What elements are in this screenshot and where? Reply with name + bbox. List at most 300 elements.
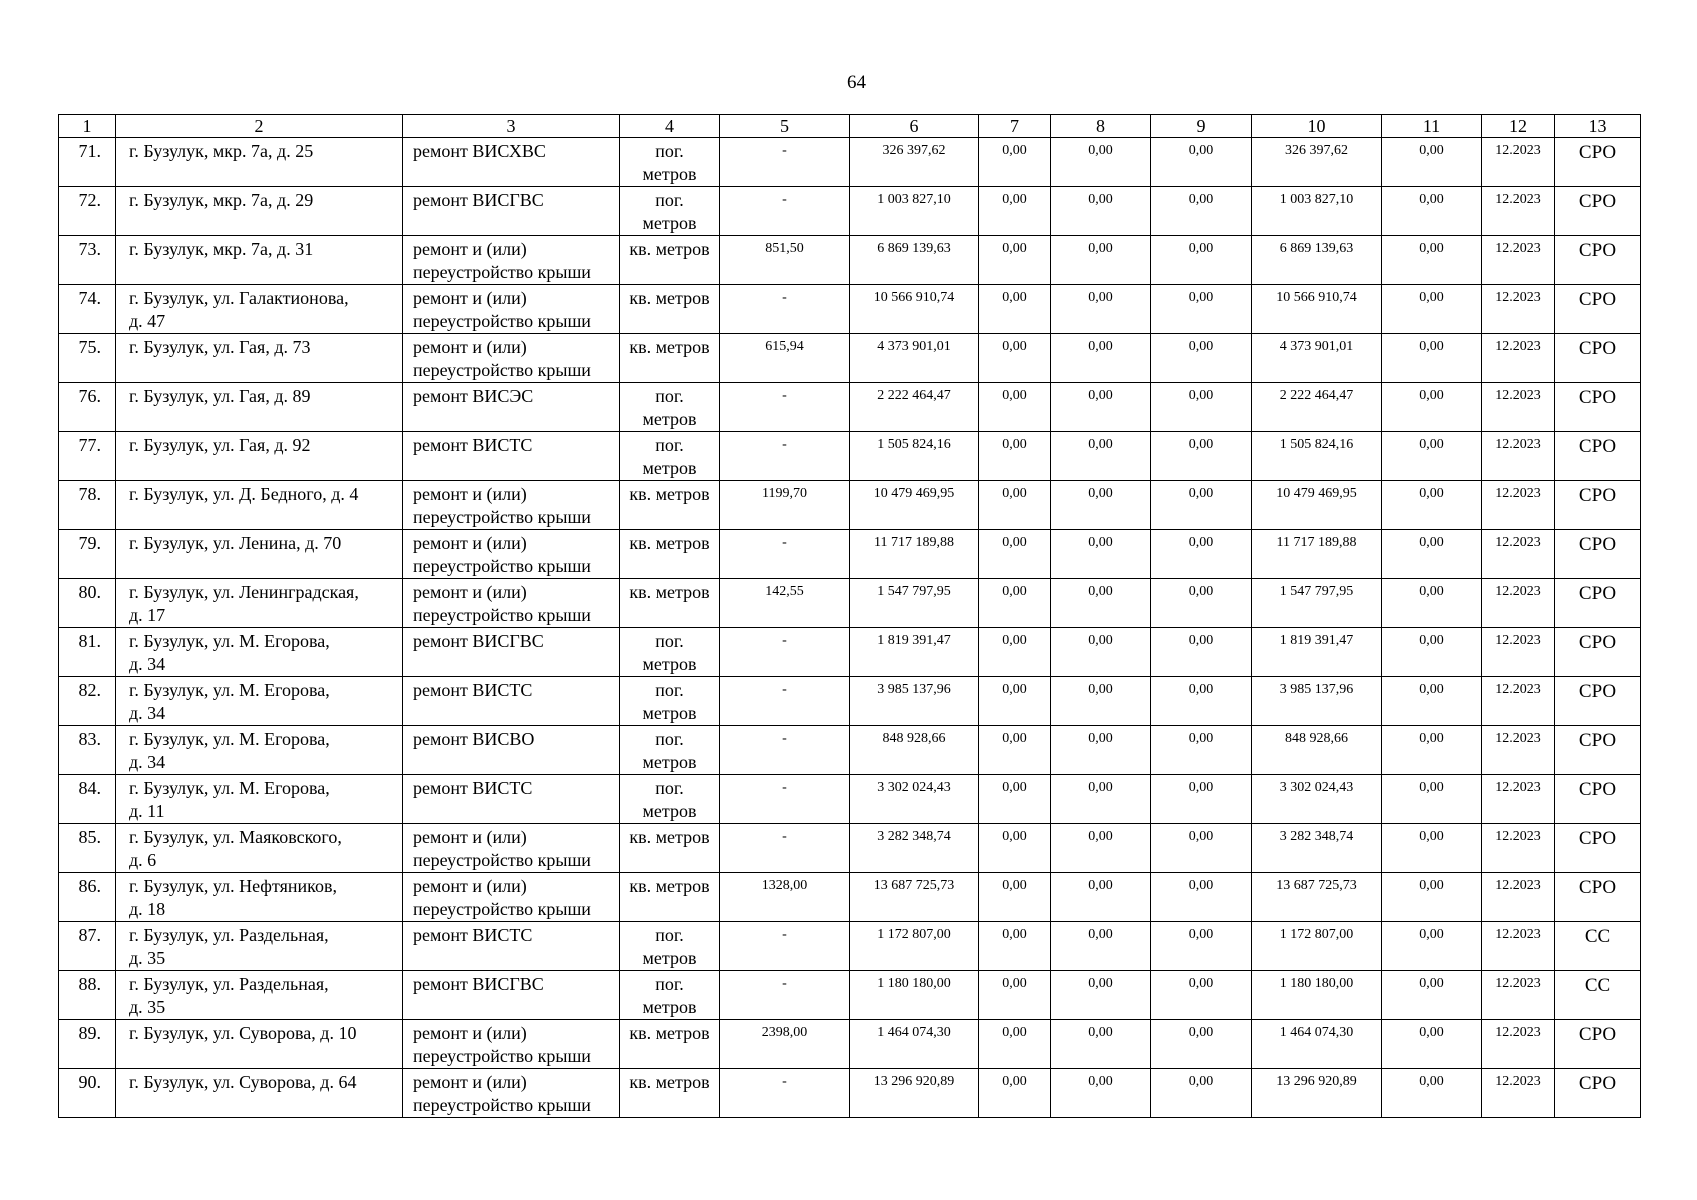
work-type-cell — [403, 285, 620, 334]
method-text: СРО — [1578, 681, 1617, 702]
row-number-text: 89. — [78, 1023, 101, 1043]
fund-other-cell — [1382, 824, 1482, 873]
total-cost-text: 11 717 189,88 — [874, 535, 954, 550]
fund-federal-cell — [979, 432, 1051, 481]
completion-date-cell — [1482, 432, 1555, 481]
total-cost-cell — [850, 334, 979, 383]
total-cost-text: 1 464 074,30 — [877, 1025, 951, 1040]
fund-owners-text: 3 985 137,96 — [1279, 682, 1354, 697]
unit-text: пог. метров — [642, 680, 697, 723]
address-cell — [116, 628, 403, 677]
table-row — [59, 579, 1641, 628]
fund-regional-text: 0,00 — [1088, 143, 1113, 158]
unit-cell — [620, 971, 720, 1020]
volume-cell — [720, 530, 850, 579]
completion-date-text: 12.2023 — [1495, 1025, 1541, 1040]
address-cell — [116, 971, 403, 1020]
address-cell — [116, 677, 403, 726]
fund-federal-text: 0,00 — [1002, 927, 1027, 942]
completion-date-cell — [1482, 530, 1555, 579]
fund-other-cell — [1382, 1069, 1482, 1118]
total-cost-text: 3 282 348,74 — [877, 829, 951, 844]
work-type-text: ремонт ВИСТС — [413, 680, 533, 700]
total-cost-text: 10 479 469,95 — [873, 486, 955, 501]
method-cell — [1555, 530, 1641, 579]
work-type-text: ремонт ВИСЭС — [413, 386, 534, 406]
column-header: 4 — [620, 115, 720, 138]
volume-cell — [720, 922, 850, 971]
fund-other-cell — [1382, 432, 1482, 481]
fund-owners-text: 1 180 180,00 — [1279, 976, 1354, 991]
address-cell — [116, 775, 403, 824]
fund-owners-cell — [1252, 1069, 1382, 1118]
row-number-cell — [59, 922, 116, 971]
address-cell — [116, 579, 403, 628]
fund-federal-text: 0,00 — [1002, 339, 1027, 354]
method-cell — [1555, 579, 1641, 628]
fund-owners-text: 10 566 910,74 — [1276, 290, 1357, 305]
fund-federal-cell — [979, 236, 1051, 285]
fund-local-text: 0,00 — [1188, 878, 1214, 893]
fund-owners-cell — [1252, 873, 1382, 922]
work-type-cell — [403, 628, 620, 677]
work-type-cell — [403, 971, 620, 1020]
volume-text: - — [782, 437, 787, 452]
total-cost-cell — [850, 775, 979, 824]
fund-local-cell — [1151, 824, 1252, 873]
fund-local-cell — [1151, 383, 1252, 432]
work-type-text: ремонт и (или) переустройство крыши — [413, 582, 591, 625]
row-number-text: 71. — [78, 141, 101, 161]
work-type-text: ремонт ВИСВО — [413, 729, 535, 749]
row-number-cell — [59, 726, 116, 775]
volume-text: - — [782, 1074, 787, 1089]
fund-other-cell — [1382, 1020, 1482, 1069]
work-type-cell — [403, 677, 620, 726]
completion-date-text: 12.2023 — [1495, 927, 1541, 942]
fund-regional-text: 0,00 — [1088, 633, 1113, 648]
completion-date-text: 12.2023 — [1495, 241, 1541, 256]
volume-cell — [720, 677, 850, 726]
column-header: 11 — [1382, 115, 1482, 138]
table-row — [59, 971, 1641, 1020]
fund-local-text: 0,00 — [1188, 486, 1214, 501]
volume-cell — [720, 187, 850, 236]
fund-owners-text: 2 222 464,47 — [1279, 388, 1354, 403]
fund-regional-text: 0,00 — [1088, 731, 1113, 746]
fund-other-text: 0,00 — [1419, 486, 1444, 501]
fund-local-text: 0,00 — [1188, 829, 1214, 844]
column-number-row — [59, 115, 1641, 138]
fund-local-cell — [1151, 187, 1252, 236]
work-type-cell — [403, 873, 620, 922]
fund-owners-cell — [1252, 726, 1382, 775]
method-cell — [1555, 285, 1641, 334]
fund-federal-cell — [979, 873, 1051, 922]
fund-other-cell — [1382, 726, 1482, 775]
completion-date-text: 12.2023 — [1495, 633, 1541, 648]
fund-local-text: 0,00 — [1188, 339, 1214, 354]
unit-text: пог. метров — [642, 435, 697, 478]
completion-date-text: 12.2023 — [1495, 388, 1541, 403]
volume-cell — [720, 432, 850, 481]
fund-federal-text: 0,00 — [1002, 584, 1027, 599]
completion-date-cell — [1482, 334, 1555, 383]
row-number-cell — [59, 530, 116, 579]
fund-other-cell — [1382, 236, 1482, 285]
fund-other-text: 0,00 — [1419, 878, 1444, 893]
address-text: г. Бузулук, ул. М. Егорова, д. 34 — [129, 729, 330, 772]
volume-cell — [720, 138, 850, 187]
unit-cell — [620, 1020, 720, 1069]
completion-date-text: 12.2023 — [1495, 829, 1541, 844]
address-cell — [116, 236, 403, 285]
volume-cell — [720, 481, 850, 530]
unit-text: кв. метров — [629, 827, 710, 847]
work-type-cell — [403, 236, 620, 285]
fund-local-text: 0,00 — [1188, 143, 1214, 158]
volume-cell — [720, 579, 850, 628]
fund-other-text: 0,00 — [1419, 192, 1444, 207]
total-cost-cell — [850, 1020, 979, 1069]
total-cost-cell — [850, 1069, 979, 1118]
fund-federal-cell — [979, 677, 1051, 726]
fund-local-cell — [1151, 530, 1252, 579]
fund-regional-cell — [1051, 775, 1151, 824]
fund-federal-cell — [979, 285, 1051, 334]
fund-other-text: 0,00 — [1419, 290, 1444, 305]
completion-date-cell — [1482, 873, 1555, 922]
unit-text: кв. метров — [629, 533, 710, 553]
fund-local-text: 0,00 — [1188, 241, 1214, 256]
fund-other-text: 0,00 — [1419, 633, 1444, 648]
fund-regional-cell — [1051, 236, 1151, 285]
unit-cell — [620, 236, 720, 285]
volume-cell — [720, 971, 850, 1020]
table-row — [59, 432, 1641, 481]
fund-owners-cell — [1252, 775, 1382, 824]
volume-text: - — [782, 192, 787, 207]
method-cell — [1555, 481, 1641, 530]
fund-regional-cell — [1051, 628, 1151, 677]
fund-federal-text: 0,00 — [1002, 535, 1027, 550]
fund-owners-text: 1 819 391,47 — [1279, 633, 1354, 648]
volume-cell — [720, 285, 850, 334]
work-type-text: ремонт и (или) переустройство крыши — [413, 533, 591, 576]
fund-other-cell — [1382, 481, 1482, 530]
table-row — [59, 481, 1641, 530]
work-type-cell — [403, 138, 620, 187]
method-text: СРО — [1578, 338, 1617, 359]
row-number-cell — [59, 383, 116, 432]
fund-owners-text: 3 302 024,43 — [1279, 780, 1354, 795]
volume-cell — [720, 1020, 850, 1069]
work-type-text: ремонт ВИСГВС — [413, 974, 544, 994]
unit-cell — [620, 187, 720, 236]
fund-other-text: 0,00 — [1419, 437, 1444, 452]
row-number-text: 81. — [78, 631, 101, 651]
table-row — [59, 873, 1641, 922]
work-type-text: ремонт и (или) переустройство крыши — [413, 484, 591, 527]
row-number-text: 85. — [78, 827, 101, 847]
fund-federal-cell — [979, 1069, 1051, 1118]
table-row — [59, 138, 1641, 187]
fund-regional-text: 0,00 — [1088, 682, 1113, 697]
work-type-cell — [403, 432, 620, 481]
total-cost-cell — [850, 432, 979, 481]
method-text: СРО — [1578, 779, 1617, 800]
fund-other-text: 0,00 — [1419, 731, 1444, 746]
volume-text: - — [782, 829, 787, 844]
fund-other-cell — [1382, 922, 1482, 971]
fund-owners-cell — [1252, 971, 1382, 1020]
fund-other-text: 0,00 — [1419, 927, 1444, 942]
column-header: 9 — [1151, 115, 1252, 138]
fund-other-text: 0,00 — [1419, 584, 1444, 599]
volume-cell — [720, 628, 850, 677]
work-type-cell — [403, 579, 620, 628]
fund-local-cell — [1151, 334, 1252, 383]
volume-text: 1199,70 — [762, 486, 807, 501]
method-text: СРО — [1578, 142, 1617, 163]
fund-regional-cell — [1051, 334, 1151, 383]
address-text: г. Бузулук, мкр. 7а, д. 25 — [129, 141, 314, 161]
fund-owners-text: 1 003 827,10 — [1279, 192, 1354, 207]
method-text: СРО — [1578, 289, 1617, 310]
unit-cell — [620, 628, 720, 677]
fund-local-text: 0,00 — [1188, 388, 1214, 403]
address-text: г. Бузулук, ул. Маяковского, д. 6 — [129, 827, 342, 870]
total-cost-text: 13 296 920,89 — [873, 1074, 955, 1089]
fund-other-text: 0,00 — [1419, 829, 1444, 844]
total-cost-cell — [850, 824, 979, 873]
method-cell — [1555, 873, 1641, 922]
unit-cell — [620, 481, 720, 530]
fund-other-text: 0,00 — [1419, 976, 1444, 991]
fund-owners-text: 3 282 348,74 — [1279, 829, 1354, 844]
unit-text: кв. метров — [629, 1023, 710, 1043]
method-cell — [1555, 432, 1641, 481]
fund-other-text: 0,00 — [1419, 339, 1444, 354]
volume-cell — [720, 236, 850, 285]
unit-cell — [620, 824, 720, 873]
fund-owners-cell — [1252, 677, 1382, 726]
work-type-text: ремонт ВИСТС — [413, 925, 533, 945]
fund-owners-cell — [1252, 579, 1382, 628]
total-cost-cell — [850, 383, 979, 432]
volume-text: - — [782, 927, 787, 942]
row-number-cell — [59, 236, 116, 285]
total-cost-text: 1 819 391,47 — [877, 633, 951, 648]
fund-regional-cell — [1051, 138, 1151, 187]
completion-date-cell — [1482, 726, 1555, 775]
fund-regional-text: 0,00 — [1088, 339, 1113, 354]
method-cell — [1555, 1069, 1641, 1118]
address-text: г. Бузулук, ул. Раздельная, д. 35 — [129, 925, 329, 968]
row-number-text: 76. — [78, 386, 101, 406]
method-text: СРО — [1578, 583, 1617, 604]
work-type-cell — [403, 334, 620, 383]
completion-date-text: 12.2023 — [1495, 486, 1541, 501]
unit-cell — [620, 579, 720, 628]
work-type-text: ремонт ВИСТС — [413, 778, 533, 798]
row-number-cell — [59, 187, 116, 236]
table-row — [59, 334, 1641, 383]
work-type-cell — [403, 775, 620, 824]
fund-owners-text: 13 687 725,73 — [1276, 878, 1357, 893]
volume-cell — [720, 726, 850, 775]
table-row — [59, 1020, 1641, 1069]
fund-other-text: 0,00 — [1419, 682, 1444, 697]
column-header: 5 — [720, 115, 850, 138]
volume-text: 615,94 — [765, 339, 804, 354]
fund-owners-cell — [1252, 383, 1382, 432]
unit-cell — [620, 726, 720, 775]
fund-owners-cell — [1252, 1020, 1382, 1069]
work-type-text: ремонт и (или) переустройство крыши — [413, 239, 591, 282]
total-cost-text: 3 985 137,96 — [877, 682, 951, 697]
fund-owners-text: 848 928,66 — [1285, 731, 1348, 746]
method-cell — [1555, 971, 1641, 1020]
method-cell — [1555, 775, 1641, 824]
completion-date-text: 12.2023 — [1495, 878, 1541, 893]
unit-text: кв. метров — [629, 484, 710, 504]
method-cell — [1555, 187, 1641, 236]
fund-local-text: 0,00 — [1188, 976, 1214, 991]
row-number-text: 83. — [78, 729, 101, 749]
work-type-text: ремонт и (или) переустройство крыши — [413, 827, 591, 870]
fund-local-cell — [1151, 922, 1252, 971]
fund-regional-text: 0,00 — [1088, 486, 1113, 501]
volume-cell — [720, 334, 850, 383]
fund-owners-cell — [1252, 922, 1382, 971]
volume-cell — [720, 824, 850, 873]
address-text: г. Бузулук, ул. Галактионова, д. 47 — [129, 288, 349, 331]
address-cell — [116, 334, 403, 383]
fund-local-cell — [1151, 726, 1252, 775]
method-cell — [1555, 334, 1641, 383]
fund-regional-cell — [1051, 285, 1151, 334]
completion-date-text: 12.2023 — [1495, 192, 1541, 207]
fund-federal-cell — [979, 971, 1051, 1020]
unit-cell — [620, 775, 720, 824]
volume-text: - — [782, 143, 787, 158]
fund-local-cell — [1151, 775, 1252, 824]
unit-text: пог. метров — [642, 778, 697, 821]
address-text: г. Бузулук, ул. М. Егорова, д. 34 — [129, 631, 330, 674]
work-type-cell — [403, 530, 620, 579]
row-number-text: 78. — [78, 484, 101, 504]
row-number-cell — [59, 1020, 116, 1069]
fund-federal-text: 0,00 — [1002, 633, 1027, 648]
method-cell — [1555, 383, 1641, 432]
fund-federal-text: 0,00 — [1002, 290, 1027, 305]
address-text: г. Бузулук, мкр. 7а, д. 31 — [129, 239, 314, 259]
method-text: СРО — [1578, 485, 1617, 506]
table-row — [59, 922, 1641, 971]
fund-federal-text: 0,00 — [1002, 829, 1027, 844]
work-type-cell — [403, 726, 620, 775]
completion-date-cell — [1482, 922, 1555, 971]
completion-date-text: 12.2023 — [1495, 1074, 1541, 1089]
completion-date-cell — [1482, 677, 1555, 726]
address-text: г. Бузулук, ул. Раздельная, д. 35 — [129, 974, 329, 1017]
fund-local-cell — [1151, 971, 1252, 1020]
method-cell — [1555, 236, 1641, 285]
unit-text: пог. метров — [642, 974, 697, 1017]
table-row — [59, 530, 1641, 579]
total-cost-cell — [850, 922, 979, 971]
total-cost-text: 10 566 910,74 — [873, 290, 955, 305]
fund-other-cell — [1382, 285, 1482, 334]
address-text: г. Бузулук, ул. Ленина, д. 70 — [129, 533, 342, 553]
fund-federal-text: 0,00 — [1002, 682, 1027, 697]
fund-regional-text: 0,00 — [1088, 584, 1113, 599]
table-row — [59, 1069, 1641, 1118]
row-number-text: 75. — [78, 337, 101, 357]
table-row — [59, 383, 1641, 432]
fund-federal-cell — [979, 1020, 1051, 1069]
fund-regional-text: 0,00 — [1088, 878, 1113, 893]
unit-text: кв. метров — [629, 239, 710, 259]
address-cell — [116, 873, 403, 922]
fund-federal-text: 0,00 — [1002, 731, 1027, 746]
row-number-cell — [59, 334, 116, 383]
total-cost-cell — [850, 187, 979, 236]
completion-date-cell — [1482, 138, 1555, 187]
volume-cell — [720, 775, 850, 824]
completion-date-text: 12.2023 — [1495, 682, 1541, 697]
work-type-text: ремонт и (или) переустройство крыши — [413, 876, 591, 919]
work-type-cell — [403, 383, 620, 432]
total-cost-text: 848 928,66 — [882, 731, 946, 746]
fund-owners-text: 1 547 797,95 — [1279, 584, 1354, 599]
total-cost-cell — [850, 285, 979, 334]
fund-owners-text: 1 172 807,00 — [1279, 927, 1354, 942]
completion-date-cell — [1482, 1020, 1555, 1069]
work-type-text: ремонт ВИСГВС — [413, 190, 544, 210]
address-text: г. Бузулук, мкр. 7а, д. 29 — [129, 190, 314, 210]
fund-regional-text: 0,00 — [1088, 437, 1113, 452]
table-row — [59, 775, 1641, 824]
row-number-cell — [59, 628, 116, 677]
fund-owners-cell — [1252, 187, 1382, 236]
row-number-text: 73. — [78, 239, 101, 259]
fund-local-cell — [1151, 677, 1252, 726]
unit-cell — [620, 383, 720, 432]
work-type-cell — [403, 1069, 620, 1118]
fund-owners-text: 13 296 920,89 — [1276, 1074, 1357, 1089]
row-number-cell — [59, 824, 116, 873]
fund-local-text: 0,00 — [1188, 1025, 1214, 1040]
work-type-cell — [403, 1020, 620, 1069]
completion-date-text: 12.2023 — [1495, 535, 1541, 550]
total-cost-cell — [850, 677, 979, 726]
fund-other-text: 0,00 — [1419, 241, 1444, 256]
fund-local-cell — [1151, 432, 1252, 481]
unit-text: пог. метров — [642, 925, 697, 968]
fund-local-cell — [1151, 628, 1252, 677]
fund-regional-cell — [1051, 971, 1151, 1020]
volume-text: - — [782, 731, 787, 746]
fund-other-cell — [1382, 579, 1482, 628]
table-row — [59, 677, 1641, 726]
total-cost-text: 6 869 139,63 — [877, 241, 951, 256]
work-type-cell — [403, 922, 620, 971]
fund-owners-cell — [1252, 236, 1382, 285]
unit-text: пог. метров — [642, 190, 697, 233]
completion-date-text: 12.2023 — [1495, 339, 1541, 354]
